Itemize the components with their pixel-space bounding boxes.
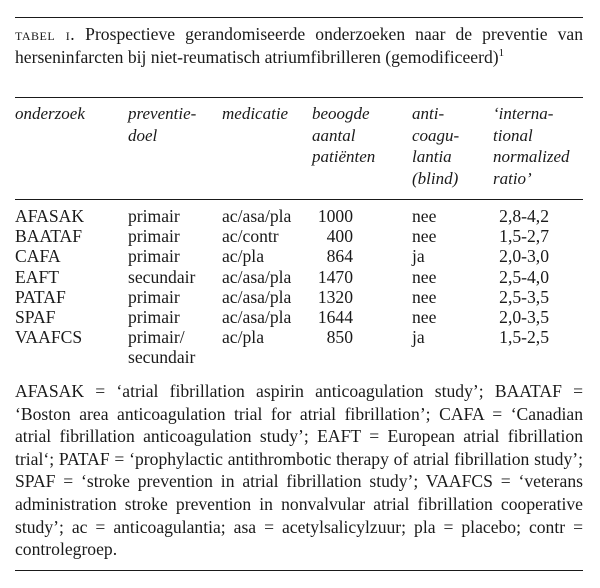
bottom-rule [15,570,583,571]
column-header-onderzoek: onderzoek [15,104,85,123]
column-header-preventiedoel: preventie- doel [128,104,197,145]
cell-medicatie: ac/asa/pla [222,306,292,327]
column-header-medicatie: medicatie [222,104,289,123]
cell-onderzoek: BAATAF [15,226,83,247]
cell-onderzoek: CAFA [15,246,61,267]
cell-medicatie: ac/pla [222,327,264,348]
cell-blind: ja [412,246,425,267]
cell-aantal: 1000 [317,206,353,226]
cell-aantal: 864 [326,246,353,267]
cell-inr: 2,0-3,0 [499,246,549,267]
cell-medicatie: ac/pla [222,246,264,267]
table-row [0,246,600,266]
column-header-anticoagulantia-blind: anti- coagu- lantia (blind) [412,104,460,188]
top-rule [15,17,583,18]
cell-inr: 1,5-2,5 [499,327,549,348]
cell-inr: 1,5-2,7 [499,226,549,247]
cell-medicatie: ac/asa/pla [222,266,292,287]
cell-inr: 2,8-4,2 [499,206,549,226]
table-row [0,327,600,367]
cell-preventiedoel: primair [128,246,180,267]
table-label: tabel i. [15,24,76,44]
cell-blind: nee [412,306,437,327]
table-row [0,226,600,246]
cell-onderzoek: AFASAK [15,206,85,226]
column-header-inr: ‘interna- tional normalized ratio’ [493,104,570,188]
column-header-aantal-patienten: beoogde aantal patiënten [312,104,376,166]
caption-text: Prospectieve gerandomiseerde onderzoeken naar de preventie van herseninfarcten bij niet-reumatisch atriumfibrilleren (gemodificeerd) [15,24,583,67]
cell-preventiedoel: primair [128,286,180,307]
cell-inr: 2,5-4,0 [499,266,549,287]
table-row [0,287,600,307]
cell-preventiedoel: primair [128,306,180,327]
footnote-reference: 1 [498,47,505,59]
cell-blind: nee [412,266,437,287]
cell-aantal: 1320 [317,286,353,307]
cell-medicatie: ac/asa/pla [222,286,292,307]
cell-aantal: 1470 [317,266,353,287]
table-footnote: AFASAK = ‘atrial fibrillation aspirin anticoagulation study’; BAATAF = ‘Boston area anticoagulation trial for atrial fibrillation’; CAFA = ‘Canadian atrial fibrillation anticoagulation study’; EAFT = European atrial fibrillation trial‘; PATAF = ‘prophylactic antithrombotic therapy of atrial fibrillation study’; SPAF = ‘stroke prevention in atrial fibrillation study’; VAAFCS = ‘veterans administration stroke prevention in nonvalvular atrial fibrillation cooperative study’; ac = anticoagulantia; asa = acetylsalicylzuur; pla = placebo; contr = controlegroep. [15,381,583,560]
cell-preventiedoel: primair [128,206,180,226]
cell-medicatie: ac/contr [222,226,279,247]
cell-blind: ja [412,327,425,348]
cell-aantal: 1644 [317,306,353,327]
table-caption [15,23,583,69]
cell-onderzoek: PATAF [15,286,66,307]
cell-onderzoek: VAAFCS [15,327,83,348]
cell-inr: 2,0-3,5 [499,306,549,327]
cell-aantal: 850 [326,327,353,348]
cell-blind: nee [412,206,437,226]
cell-medicatie: ac/asa/pla [222,206,292,226]
cell-preventiedoel: secundair [128,266,196,287]
cell-inr: 2,5-3,5 [499,286,549,307]
header-bottom-rule [15,199,583,200]
table-row [0,307,600,327]
cell-blind: nee [412,286,437,307]
cell-blind: nee [412,226,437,247]
cell-aantal: 400 [326,226,353,247]
cell-onderzoek: EAFT [15,266,59,287]
cell-onderzoek: SPAF [15,306,56,327]
header-top-rule [15,97,583,98]
table-row [0,206,600,226]
cell-preventiedoel: primair/ secundair [128,327,196,368]
cell-preventiedoel: primair [128,226,180,247]
table-row [0,267,600,287]
table-body [0,206,600,368]
